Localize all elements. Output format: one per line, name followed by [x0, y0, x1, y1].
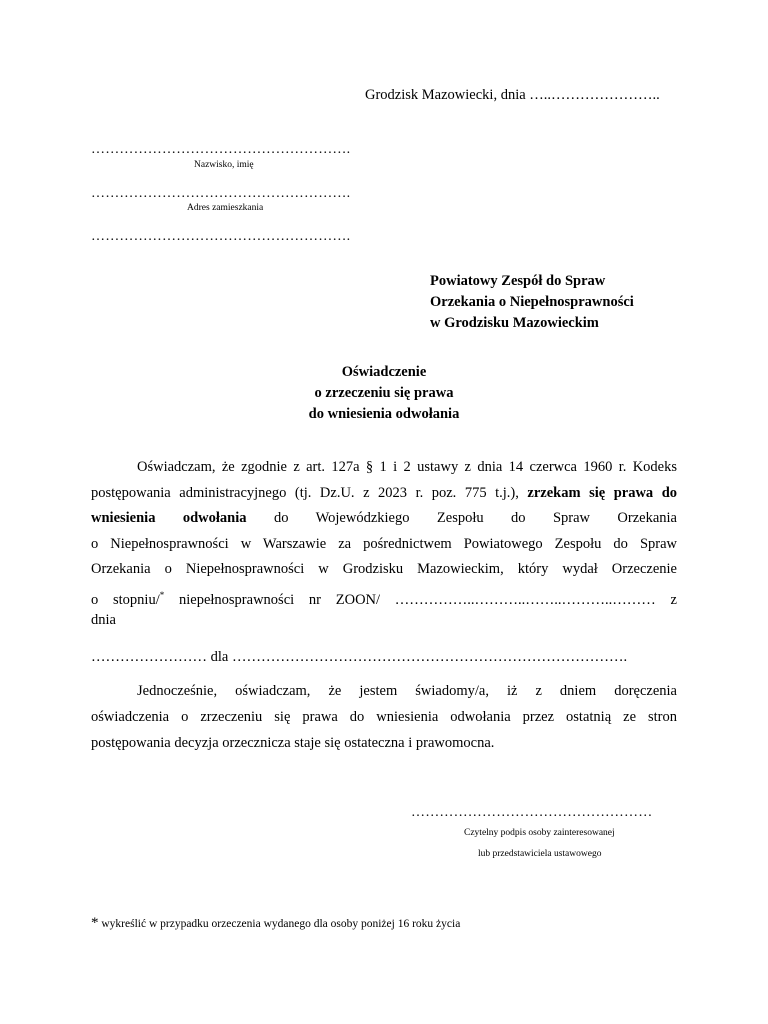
recipient-line: w Grodzisku Mazowieckim	[430, 315, 599, 331]
paragraph-row: postępowania administracyjnego (tj. Dz.U. z 2023 r. poz. 775 t.j.), zrzekam się prawa do	[91, 484, 678, 501]
awareness-paragraph	[91, 678, 677, 756]
paragraph-row: Oświadczam, że zgodnie z art. 127a § 1 i 2 ustawy z dnia 14 czerwca 1960 r. Kodeks	[137, 459, 677, 475]
place-and-date: Grodzisk Mazowiecki, dnia …..…………………..	[365, 87, 660, 103]
name-caption: Nazwisko, imię	[194, 160, 254, 170]
signature-dotted-line: ……………………………………………	[411, 805, 653, 820]
address-dotted-line-2: ……………………………………………….	[91, 229, 351, 244]
paragraph-row: oświadczenia o zrzeczeniu się prawa do wniesienia odwołania przez ostatnią ze stron	[91, 709, 677, 725]
declaration-paragraph	[91, 455, 677, 634]
date-for-dotted-line: …………………… dla ……………………………………………………………………….	[91, 649, 628, 665]
paragraph-row: postępowania decyzja orzecznicza staje się ostateczna i prawomocna.	[91, 735, 495, 751]
paragraph-row: o Niepełnosprawności w Warszawie za pośrednictwem Powiatowego Zespołu do Spraw	[91, 535, 677, 552]
name-dotted-line: ……………………………………………….	[91, 142, 351, 157]
address-caption: Adres zamieszkania	[187, 203, 264, 213]
recipient-block	[430, 271, 634, 334]
signature-caption: Czytelny podpis osoby zainteresowanej	[464, 828, 615, 838]
waiver-phrase: zrzekam się prawa do	[527, 484, 678, 501]
title-line: o zrzeczeniu się prawa	[314, 385, 454, 401]
footnote-star: *	[91, 915, 99, 931]
paragraph-row: dnia	[91, 612, 116, 628]
waiver-phrase: wniesienia odwołania	[91, 510, 247, 526]
recipient-line: Powiatowy Zespół do Spraw	[430, 273, 606, 289]
footnote: * wykreślić w przypadku orzeczenia wydanego dla osoby poniżej 16 roku życia	[91, 915, 461, 931]
address-dotted-line: ……………………………………………….	[91, 186, 351, 201]
recipient-line: Orzekania o Niepełnosprawności	[430, 294, 634, 310]
title-line: Oświadczenie	[341, 364, 427, 380]
paragraph-row: wniesienia odwołania do Wojewódzkiego Zespołu do Spraw Orzekania	[91, 510, 677, 526]
paragraph-row: Orzekania o Niepełnosprawności w Grodzisku Mazowieckim, który wydał Orzeczenie	[91, 561, 677, 577]
paragraph-row: o stopniu/* niepełnosprawności nr ZOON/ ……………..………..……..………..……… z	[91, 589, 677, 608]
title-line: do wniesienia odwołania	[308, 406, 460, 422]
document-title	[0, 362, 768, 425]
footnote-marker: *	[159, 589, 165, 600]
signature-caption: lub przedstawiciela ustawowego	[478, 849, 602, 859]
paragraph-row: Jednocześnie, oświadczam, że jestem świadomy/a, iż z dniem doręczenia	[137, 683, 677, 699]
